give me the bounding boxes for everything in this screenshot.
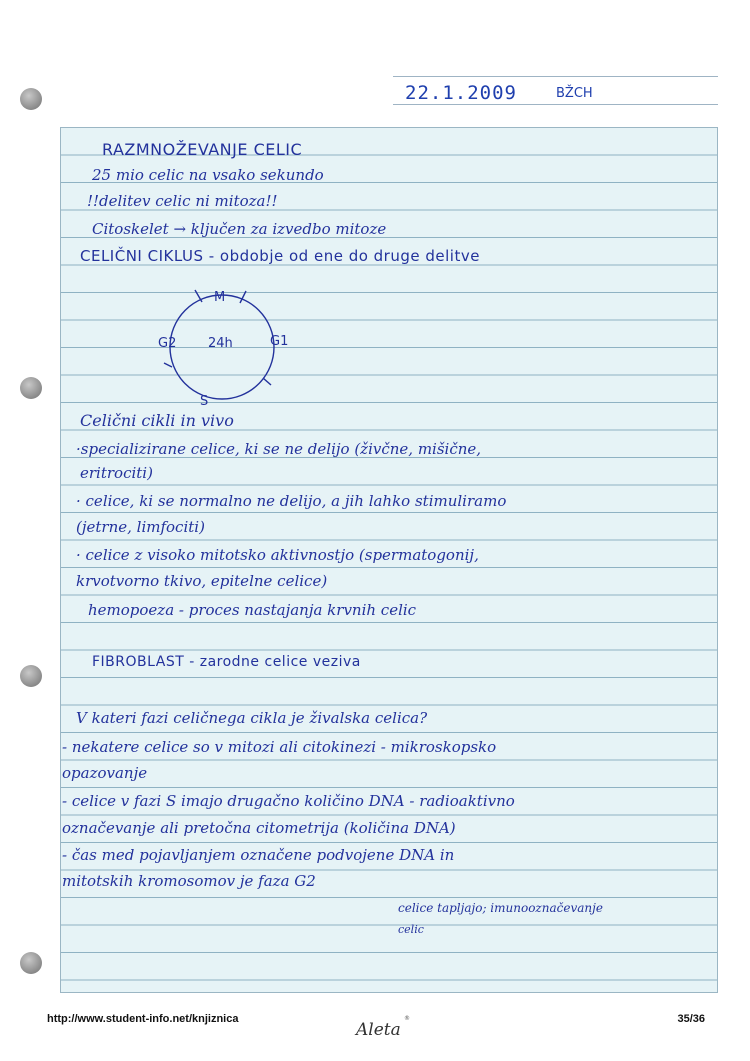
cycle-tick [263,378,271,385]
cycle-tick [164,363,172,367]
note-line: - nekatere celice so v mitozi ali citokinezi - mikroskopsko [62,738,497,756]
note-line: hemopoeza - proces nastajanja krvnih celic [88,601,417,619]
note-line: eritrociti) [80,464,153,482]
punch-hole-2 [20,377,42,399]
note-line: CELIČNI CIKLUS - obdobje od ene do druge delitve [80,247,480,265]
aleta-logo [352,1009,412,1045]
note-line: Celični cikli in vivo [80,411,234,430]
note-line: označevanje ali pretočna citometrija (količina DNA) [62,819,456,837]
header-rule-bottom [393,104,718,105]
cell-cycle-diagram [150,285,300,415]
note-line: - čas med pojavljanjem označene podvojene DNA in [62,846,455,864]
note-line: · celice z visoko mitotsko aktivnostjo (spermatogonij, [76,546,479,564]
aleta-logo-text: Aleta [356,1020,401,1040]
note-line: (jetrne, limfociti) [76,518,205,536]
note-line: !!delitev celic ni mitoza!! [87,192,278,210]
cycle-label-right: G1 [270,334,289,349]
note-title: RAZMNOŽEVANJE CELIC [102,140,303,159]
registered-mark: ® [404,1015,410,1022]
note-line: ·specializirane celice, ki se ne delijo (živčne, mišične, [76,440,482,458]
note-line: celic [398,923,424,936]
note-line: opazovanje [62,764,148,782]
page-number: 35/36 [677,1013,705,1025]
cycle-label-bottom: S [200,394,209,409]
punch-hole-1 [20,88,42,110]
cycle-tick [240,291,246,303]
footer-url[interactable]: http://www.student-info.net/knjiznica [47,1013,239,1025]
date-label: 22.1.2009 [405,82,517,104]
note-line: · celice, ki se normalno ne delijo, a jih lahko stimuliramo [76,492,507,510]
note-line: krvotvorno tkivo, epitelne celice) [76,572,328,590]
header-rule-top [393,76,718,77]
punch-hole-4 [20,952,42,974]
cycle-label-center: 24h [208,336,233,351]
note-line: celice tapljajo; imunooznačevanje [398,901,603,915]
punch-hole-3 [20,665,42,687]
note-line: FIBROBLAST - zarodne celice veziva [92,654,361,670]
note-line: Citoskelet → ključen za izvedbo mitoze [92,220,387,238]
note-line: 25 mio celic na vsako sekundo [92,166,324,184]
cycle-label-left: G2 [158,336,177,351]
cycle-label-top: M [214,290,226,305]
note-line: - celice v fazi S imajo drugačno količino DNA - radioaktivno [62,792,515,810]
note-line: V kateri fazi celičnega cikla je živalska celica? [76,709,428,727]
place-label: BŽCH [556,86,593,101]
note-line: mitotskih kromosomov je faza G2 [62,872,316,890]
